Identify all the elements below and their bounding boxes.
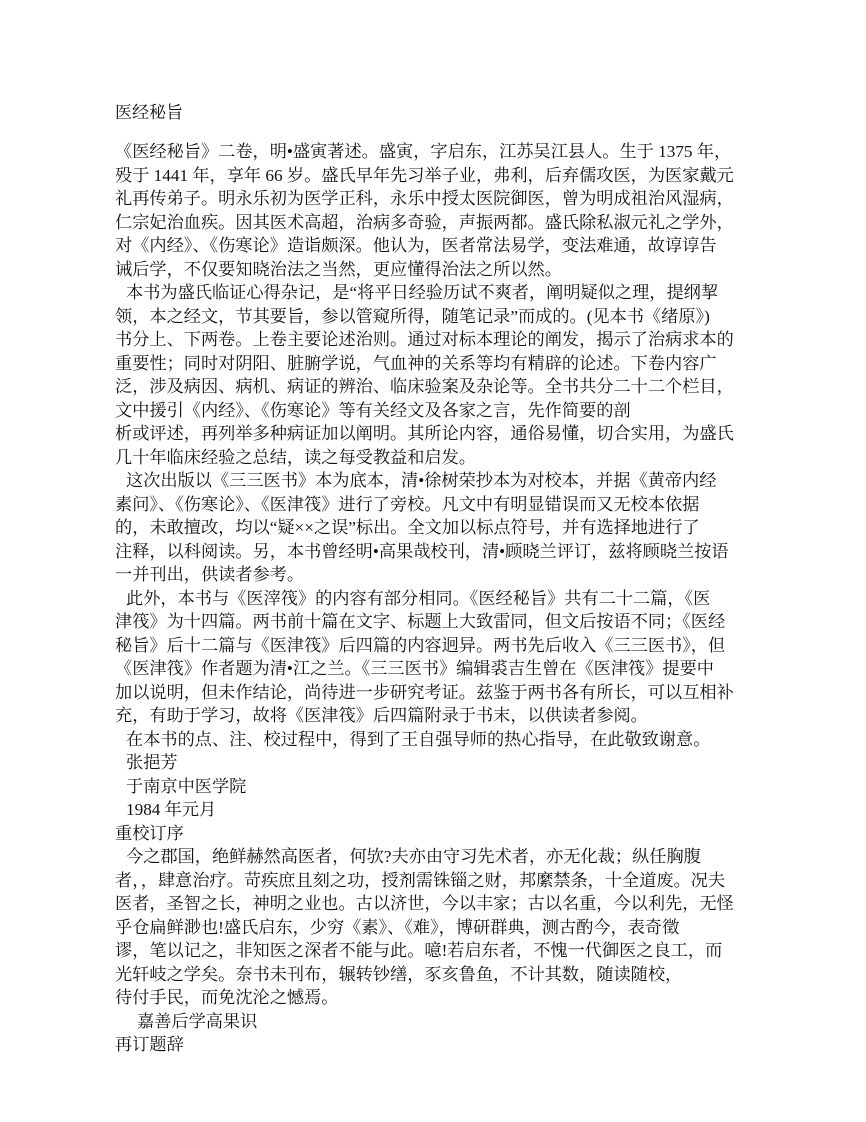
text-line: 乎仓扁鲜渺也!盛氏启东，少穷《素》、《难》，博研群典，测古酌今，表奇徵 [115, 917, 680, 937]
text-line: 待付手民，而免沈沦之憾焉。 [115, 988, 339, 1007]
text-line: 几十年临床经验之总结，读之每受教益和启发。 [115, 447, 476, 467]
text-line: 《医经秘旨》二卷，明•盛寅著述。盛寅，字启东，江苏吴江县人。生于 1375 年， [115, 142, 732, 161]
text-line: 析或评述，再列举多种病证加以阐明。其所论内容，通俗易懂，切合实用，为盛氏 [115, 424, 734, 443]
text-line: 秘旨》后十二篇与《医津筏》后四篇的内容迥异。两书先后收入《三三医书》，但 [115, 635, 726, 655]
text-line: 者，，肆意治疗。苛疾庶且刻之功，授剂需铢锱之财，邦縻禁条，十全道废。况夫 [115, 870, 726, 890]
text-line: 《医津筏》作者题为清•江之兰。《三三医书》编辑裘吉生曾在《医津筏》提要中 [115, 659, 714, 678]
text-line: 礼再传弟子。明永乐初为医学正科，永乐中授太医院御医，曾为明成祖治风湿病， [115, 189, 734, 208]
text-line: 诫后学，不仅要知晓治法之当然，更应懂得治法之所以然。 [115, 259, 562, 279]
text-line: 素问》、《伤寒论》、《医津筏》进行了旁校。凡文中有明显错误而又无校本依据 [115, 494, 700, 514]
text-line: 光轩岐之学矣。奈书未刊布，辗转钞缮，豕亥鲁鱼，不计其数，随读随校， [115, 964, 683, 984]
document-title: 医经秘旨 [115, 103, 183, 122]
text-line: 这次出版以《三三医书》本为底本，清•徐树荣抄本为对校本，并据《黄帝内经 [126, 471, 717, 490]
text-line: 领，本之经文，节其要旨，参以管窥所得，随笔记录”而成的。(见本书《绪原》) [115, 306, 710, 326]
text-line: 一并刊出，供读者参考。 [115, 565, 305, 584]
text-line: 于南京中医学院 [126, 776, 247, 796]
text-line: 重校订序 [115, 823, 184, 843]
text-line: 的，未敢擅改，均以“疑××之误”标出。全文加以标点符号，并有选择地进行了 [115, 518, 700, 537]
text-line: 再订题辞 [115, 1035, 184, 1054]
text-line: 书分上、下两卷。上卷主要论述治则。通过对标本理论的阐发，揭示了治病求本的 [115, 330, 734, 349]
text-line: 仁宗妃治血疾。因其医术高超，治病多奇验，声振两都。盛氏除私淑元礼之学外， [115, 212, 734, 232]
text-line: 嘉善后学高果识 [137, 1011, 258, 1031]
text-line: 1984 年元月 [126, 800, 217, 819]
text-line: 加以说明，但未作结论，尚待进一步研究考证。兹鉴于两书各有所长，可以互相补 [115, 682, 734, 702]
text-line: 文中援引《内经》、《伤寒论》等有关经文及各家之言，先作简要的剖 [115, 400, 631, 420]
text-line: 重要性；同时对阴阳、脏腑学说，气血神的关系等均有精辟的论述。下卷内容广 [115, 353, 717, 373]
text-line: 本书为盛氏临证心得杂记，是“将平日经验历试不爽者，阐明疑似之理，提纲挈 [126, 283, 719, 302]
text-line: 津筏》为十四篇。两书前十篇在文字、标题上大致雷同，但文后按语不同；《医经 [115, 612, 726, 631]
text-line: 充，有助于学习，故将《医津筏》后四篇附录于书末，以供读者参阅。 [115, 706, 648, 725]
text-line: 张挹芳 [126, 753, 178, 772]
text-line: 泛，涉及病因、病机、病证的辨治、临床验案及杂论等。全书共分二十二个栏目， [115, 377, 734, 396]
text-line: 医者，圣智之长，神明之业也。古以济世，今以丰家；古以名重，今以利先，无怪 [115, 894, 734, 913]
text-line: 此外，本书与《医滓筏》的内容有部分相同。《医经秘旨》共有二十二篇，《医 [126, 588, 711, 608]
text-line: 今之郡国，绝鲜赫然高医者，何欤?夫亦由守习先术者，亦无化裁；纵任胸腹 [126, 847, 701, 866]
text-line: 殁于 1441 年，享年 66 岁。盛氏早年先习举子业，弗利，后弃儒攻医，为医家戴元 [115, 165, 734, 185]
text-line: 在本书的点、注、校过程中，得到了王自强导师的热心指导，在此敬致谢意。 [126, 729, 711, 749]
document-body [115, 140, 755, 1057]
text-line: 对《内经》、《伤寒论》造诣颇深。他认为，医者常法易学，变法难通，故谆谆告 [115, 236, 717, 255]
text-line: 谬，笔以记之，非知医之深者不能与此。噫!若启东者，不愧一代御医之良工，而 [115, 941, 723, 960]
text-line: 注释，以科阅读。另，本书曾经明•高果哉校刊，清•顾晓兰评订，兹将顾晓兰按语 [115, 541, 729, 561]
